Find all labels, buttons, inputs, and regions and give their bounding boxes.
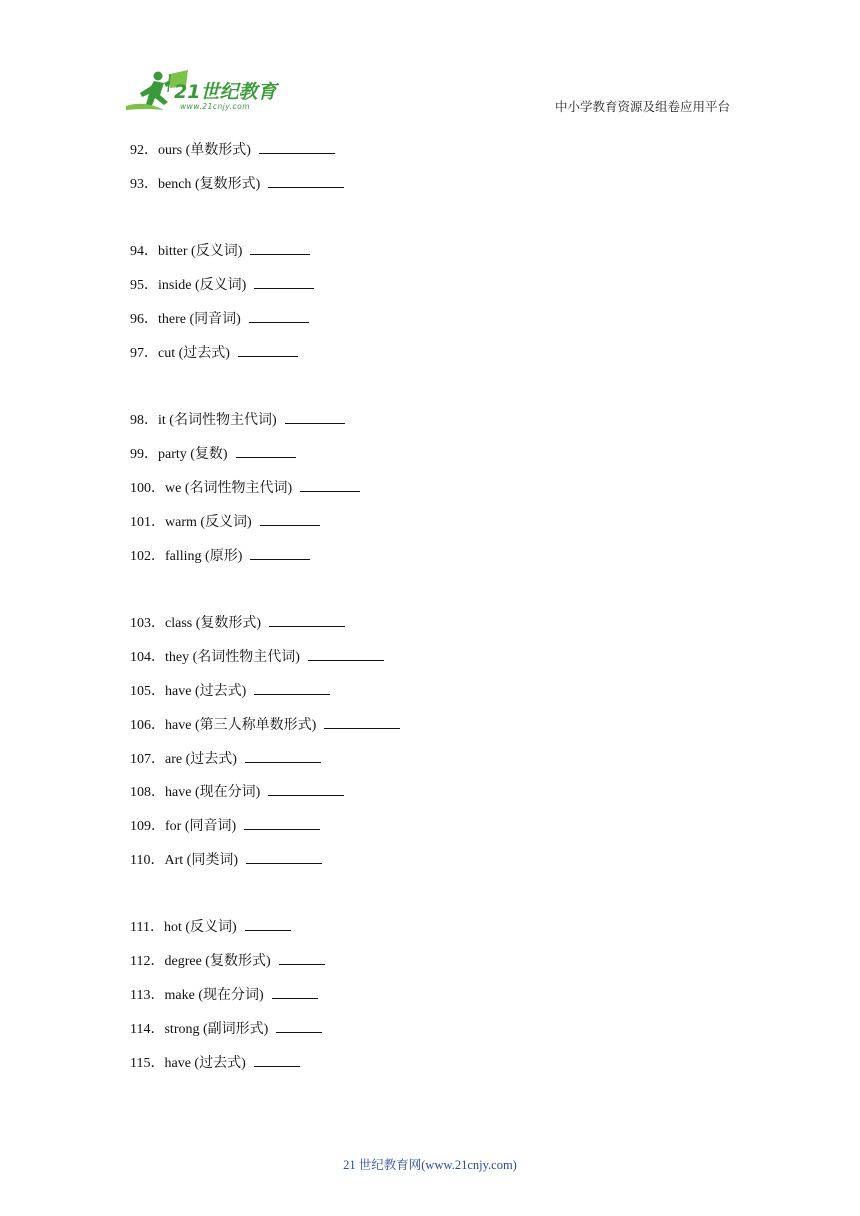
question-hint: (同音词) bbox=[184, 819, 237, 834]
question-item bbox=[130, 816, 320, 836]
logo-url: www.21cnjy.com bbox=[180, 102, 251, 111]
question-item bbox=[130, 309, 309, 329]
question-hint: (过去式) bbox=[194, 1056, 246, 1071]
question-word: have bbox=[165, 785, 192, 800]
question-item bbox=[130, 782, 344, 802]
question-hint: (过去式) bbox=[178, 346, 230, 361]
question-number: 111． bbox=[130, 920, 164, 935]
logo-text: 21世纪教育 bbox=[174, 81, 277, 103]
question-number: 112． bbox=[130, 954, 165, 969]
question-word: inside bbox=[158, 278, 192, 293]
question-item bbox=[130, 985, 318, 1005]
question-number: 100． bbox=[130, 481, 165, 496]
answer-blank[interactable] bbox=[324, 715, 400, 729]
answer-blank[interactable] bbox=[245, 917, 291, 931]
question-number: 93． bbox=[130, 177, 158, 192]
question-word: are bbox=[165, 752, 183, 767]
question-item bbox=[130, 1053, 300, 1073]
question-hint: (过去式) bbox=[194, 684, 247, 699]
question-word: for bbox=[165, 819, 182, 834]
question-word: warm bbox=[165, 515, 197, 530]
question-number: 114． bbox=[130, 1022, 165, 1037]
question-hint: (第三人称单数形式) bbox=[194, 718, 317, 733]
question-item bbox=[130, 241, 310, 261]
answer-blank[interactable] bbox=[249, 309, 309, 323]
answer-blank[interactable] bbox=[308, 647, 384, 661]
question-word: ours bbox=[158, 143, 183, 158]
question-word: class bbox=[165, 616, 193, 631]
question-hint: (名词性物主代词) bbox=[184, 481, 293, 496]
answer-blank[interactable] bbox=[250, 546, 310, 560]
question-item bbox=[130, 681, 330, 701]
answer-blank[interactable] bbox=[238, 343, 298, 357]
question-item bbox=[130, 174, 344, 194]
answer-blank[interactable] bbox=[254, 1053, 300, 1067]
question-item bbox=[130, 715, 400, 735]
question-hint: (名词性物主代词) bbox=[192, 650, 300, 665]
question-number: 99． bbox=[130, 447, 158, 462]
question-item bbox=[130, 850, 322, 870]
question-number: 110． bbox=[130, 853, 165, 868]
question-hint: (同类词) bbox=[186, 853, 238, 868]
answer-blank[interactable] bbox=[285, 410, 345, 424]
question-item bbox=[130, 951, 325, 971]
question-word: bench bbox=[158, 177, 192, 192]
question-hint: (复数) bbox=[190, 447, 228, 462]
answer-blank[interactable] bbox=[279, 951, 325, 965]
question-number: 92． bbox=[130, 143, 158, 158]
answer-blank[interactable] bbox=[236, 444, 296, 458]
question-number: 95． bbox=[130, 278, 158, 293]
question-word: have bbox=[165, 718, 192, 733]
question-item bbox=[130, 140, 335, 160]
footer-text: 21 世纪教育网(www.21cnjy.com) bbox=[343, 1158, 517, 1172]
answer-blank[interactable] bbox=[254, 275, 314, 289]
question-word: we bbox=[165, 481, 182, 496]
question-word: have bbox=[164, 1056, 191, 1071]
answer-blank[interactable] bbox=[268, 782, 344, 796]
answer-blank[interactable] bbox=[268, 174, 344, 188]
question-number: 109． bbox=[130, 819, 165, 834]
question-number: 108． bbox=[130, 785, 165, 800]
question-item bbox=[130, 512, 320, 532]
answer-blank[interactable] bbox=[246, 850, 322, 864]
question-item bbox=[130, 917, 291, 937]
question-number: 113． bbox=[130, 988, 165, 1003]
question-number: 107． bbox=[130, 752, 165, 767]
question-word: it bbox=[158, 413, 166, 428]
logo bbox=[124, 68, 294, 116]
question-word: there bbox=[158, 312, 186, 327]
question-item bbox=[130, 410, 345, 430]
question-hint: (名词性物主代词) bbox=[169, 413, 277, 428]
question-number: 98． bbox=[130, 413, 158, 428]
question-item bbox=[130, 613, 345, 633]
question-word: hot bbox=[163, 920, 182, 935]
answer-blank[interactable] bbox=[244, 816, 320, 830]
answer-blank[interactable] bbox=[269, 613, 345, 627]
answer-blank[interactable] bbox=[245, 749, 321, 763]
question-word: they bbox=[165, 650, 190, 665]
question-item bbox=[130, 1019, 322, 1039]
question-word: strong bbox=[164, 1022, 200, 1037]
page-header bbox=[0, 0, 860, 120]
question-item bbox=[130, 444, 296, 464]
question-hint: (反义词) bbox=[185, 920, 237, 935]
answer-blank[interactable] bbox=[250, 241, 310, 255]
question-number: 103． bbox=[130, 616, 165, 631]
question-word: party bbox=[158, 447, 187, 462]
answer-blank[interactable] bbox=[272, 985, 318, 999]
question-item bbox=[130, 647, 384, 667]
question-hint: (现在分词) bbox=[198, 988, 264, 1003]
question-word: degree bbox=[164, 954, 202, 969]
question-number: 104． bbox=[130, 650, 165, 665]
question-item bbox=[130, 275, 314, 295]
question-hint: (原形) bbox=[205, 549, 243, 564]
question-hint: (反义词) bbox=[194, 278, 247, 293]
question-item bbox=[130, 749, 321, 769]
question-item bbox=[130, 343, 298, 363]
answer-blank[interactable] bbox=[260, 512, 320, 526]
answer-blank[interactable] bbox=[300, 478, 360, 492]
question-number: 102． bbox=[130, 549, 165, 564]
question-number: 94． bbox=[130, 244, 158, 259]
answer-blank[interactable] bbox=[254, 681, 330, 695]
question-hint: (单数形式) bbox=[185, 143, 251, 158]
question-item bbox=[130, 478, 360, 498]
question-number: 105． bbox=[130, 684, 165, 699]
question-hint: (复数形式) bbox=[195, 616, 262, 631]
question-number: 106． bbox=[130, 718, 165, 733]
question-number: 96． bbox=[130, 312, 158, 327]
platform-name: 中小学教育资源及组卷应用平台 bbox=[554, 99, 730, 114]
question-number: 101． bbox=[130, 515, 165, 530]
question-hint: (副词形式) bbox=[202, 1022, 269, 1037]
question-word: Art bbox=[164, 853, 184, 868]
question-hint: (现在分词) bbox=[194, 785, 261, 800]
question-hint: (反义词) bbox=[191, 244, 243, 259]
question-word: bitter bbox=[158, 244, 188, 259]
question-hint: (复数形式) bbox=[205, 954, 271, 969]
question-word: have bbox=[165, 684, 192, 699]
question-hint: (反义词) bbox=[200, 515, 252, 530]
question-hint: (复数形式) bbox=[194, 177, 261, 192]
answer-blank[interactable] bbox=[259, 140, 335, 154]
question-word: falling bbox=[165, 549, 202, 564]
question-word: cut bbox=[158, 346, 176, 361]
question-word: make bbox=[164, 988, 195, 1003]
question-item bbox=[130, 546, 310, 566]
question-hint: (过去式) bbox=[185, 752, 237, 767]
question-hint: (同音词) bbox=[189, 312, 241, 327]
answer-blank[interactable] bbox=[276, 1019, 322, 1033]
question-number: 97． bbox=[130, 346, 158, 361]
question-number: 115． bbox=[130, 1056, 165, 1071]
